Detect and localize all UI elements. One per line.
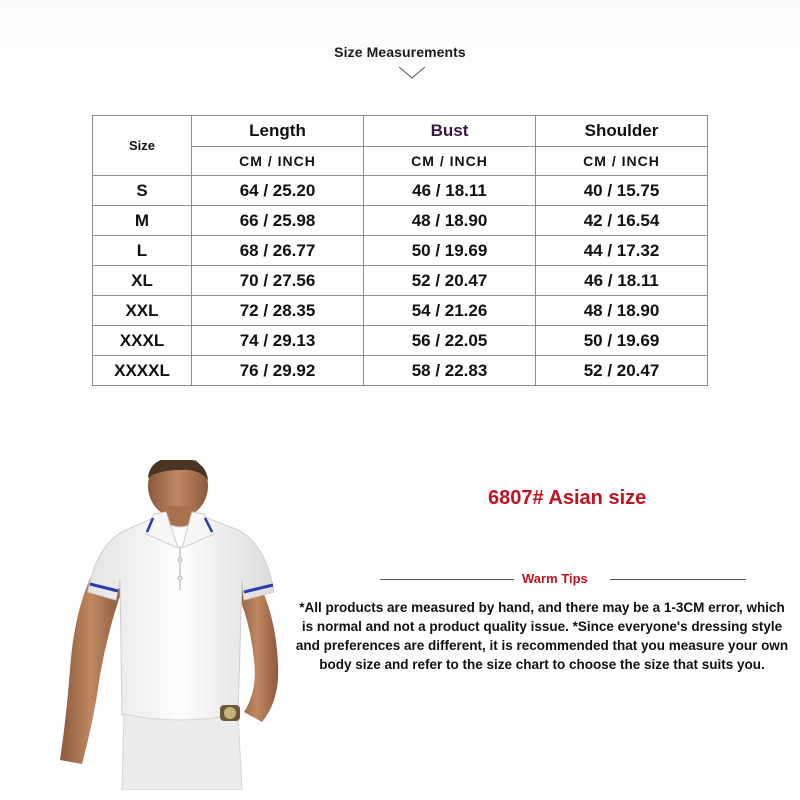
bust-cell: 52 / 20.47: [364, 266, 536, 296]
table-header-row: [93, 116, 708, 147]
length-cell: 74 / 29.13: [192, 326, 364, 356]
bust-cell: 48 / 18.90: [364, 206, 536, 236]
size-cell: XXXXL: [93, 356, 192, 386]
bust-cell: 46 / 18.11: [364, 176, 536, 206]
chevron-down-icon: [398, 66, 426, 80]
model-photo: [30, 460, 292, 790]
shoulder-cell: 46 / 18.11: [536, 266, 708, 296]
size-cell: L: [93, 236, 192, 266]
length-column-header: Length: [192, 116, 364, 147]
shoulder-cell: 48 / 18.90: [536, 296, 708, 326]
shoulder-cell: 42 / 16.54: [536, 206, 708, 236]
length-cell: 66 / 25.98: [192, 206, 364, 236]
length-cell: 64 / 25.20: [192, 176, 364, 206]
size-cell: XXXL: [93, 326, 192, 356]
table-row: [93, 266, 708, 296]
table-row: [93, 326, 708, 356]
shoulder-cell: 40 / 15.75: [536, 176, 708, 206]
size-cell: S: [93, 176, 192, 206]
page-title: Size Measurements: [334, 44, 466, 60]
table-row: [93, 176, 708, 206]
table-row: [93, 356, 708, 386]
bust-cell: 58 / 22.83: [364, 356, 536, 386]
size-cell: XXL: [93, 296, 192, 326]
table-row: [93, 236, 708, 266]
length-cell: 72 / 28.35: [192, 296, 364, 326]
bust-column-header: Bust: [364, 116, 536, 147]
size-column-header: Size: [93, 116, 192, 176]
length-cell: 76 / 29.92: [192, 356, 364, 386]
table-row: [93, 206, 708, 236]
warm-tips-label: Warm Tips: [522, 571, 588, 586]
bust-cell: 54 / 21.26: [364, 296, 536, 326]
shoulder-cell: 44 / 17.32: [536, 236, 708, 266]
size-chart-table: [92, 115, 708, 386]
size-cell: M: [93, 206, 192, 236]
size-cell: XL: [93, 266, 192, 296]
length-cell: 68 / 26.77: [192, 236, 364, 266]
length-unit-label: CM / INCH: [192, 147, 364, 176]
tips-divider-right: [610, 579, 746, 580]
tips-divider-left: [380, 579, 514, 580]
shoulder-unit-label: CM / INCH: [536, 147, 708, 176]
shoulder-cell: 52 / 20.47: [536, 356, 708, 386]
bust-unit-label: CM / INCH: [364, 147, 536, 176]
length-cell: 70 / 27.56: [192, 266, 364, 296]
asian-size-note: 6807# Asian size: [488, 487, 647, 509]
table-row: [93, 296, 708, 326]
shoulder-cell: 50 / 19.69: [536, 326, 708, 356]
shoulder-column-header: Shoulder: [536, 116, 708, 147]
bust-cell: 56 / 22.05: [364, 326, 536, 356]
bust-cell: 50 / 19.69: [364, 236, 536, 266]
warm-tips-text: *All products are measured by hand, and there may be a 1-3CM error, which is normal and not a product quality issue. *Since everyone's dressing style and preferences are different, it is recommended that you measure your own body size and refer to the size chart to choose the size that suits you.: [295, 600, 789, 672]
